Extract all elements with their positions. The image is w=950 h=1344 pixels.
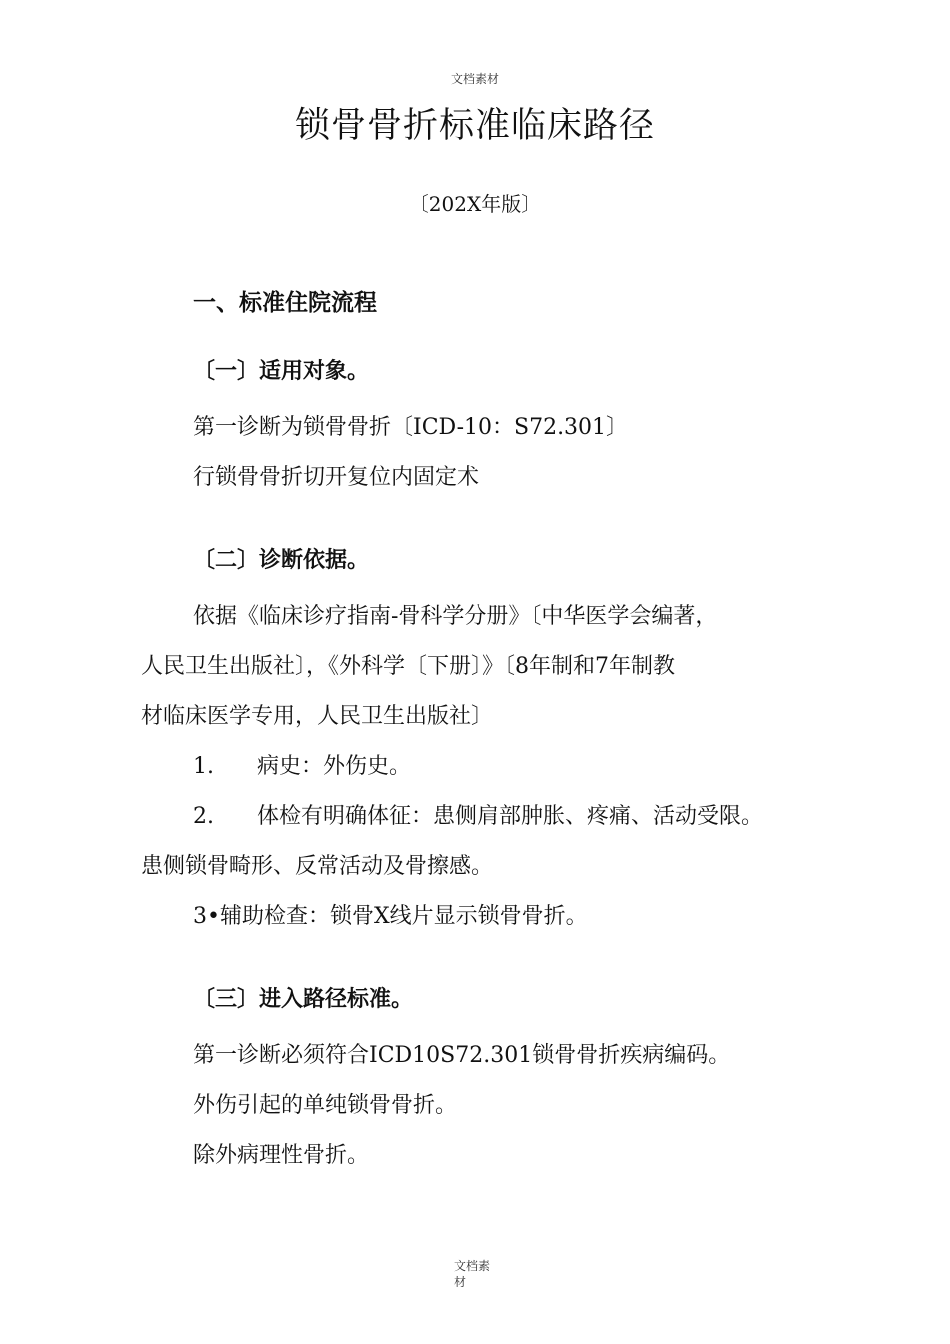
list-item bbox=[193, 749, 411, 780]
paragraph-line: 除外病理性骨折。 bbox=[193, 1143, 370, 1168]
paragraph-line: 人民卫生出版社〕，《外科学〔下册〕》〔8年制和7年制教 bbox=[141, 654, 675, 679]
paragraph-line: 第一诊断为锁骨骨折〔ICD-10：S72.301〕 bbox=[193, 415, 629, 440]
footer-watermark: 文档素材 bbox=[454, 1259, 491, 1289]
list-item: 3•辅助检查：锁骨X线片显示锁骨骨折。 bbox=[193, 904, 588, 929]
header-watermark: 文档素材 bbox=[450, 72, 499, 86]
list-item-text: 体检有明确体征：患侧肩部肿胀、疼痛、活动受限。 bbox=[257, 804, 764, 829]
section-heading-standard-process: 一、标准住院流程 bbox=[193, 290, 377, 316]
document-edition: 〔202X年版〕 bbox=[408, 192, 542, 216]
document-title: 锁骨骨折标准临床路径 bbox=[294, 106, 655, 146]
paragraph-line: 行锁骨骨折切开复位内固定术 bbox=[193, 465, 480, 490]
paragraph-line: 第一诊断必须符合ICD10S72.301锁骨骨折疾病编码。 bbox=[193, 1043, 731, 1068]
subsection-heading-entry-criteria: 〔三〕进入路径标准。 bbox=[193, 987, 414, 1012]
list-item-number: 2. bbox=[193, 804, 214, 829]
list-item-number: 1. bbox=[193, 754, 214, 779]
list-item-continuation: 患侧锁骨畸形、反常活动及骨擦感。 bbox=[141, 854, 494, 879]
subsection-heading-diagnostic-basis: 〔二〕诊断依据。 bbox=[193, 548, 370, 573]
paragraph-line: 依据《临床诊疗指南-骨科学分册》〔中华医学会编著， bbox=[193, 604, 718, 629]
list-item bbox=[193, 799, 763, 830]
subsection-heading-applicable-subjects: 〔一〕适用对象。 bbox=[193, 359, 370, 384]
paragraph-line: 材临床医学专用，人民卫生出版社〕 bbox=[141, 704, 494, 729]
paragraph-line: 外伤引起的单纯锁骨骨折。 bbox=[193, 1093, 458, 1118]
list-item-text: 病史：外伤史。 bbox=[257, 754, 412, 779]
